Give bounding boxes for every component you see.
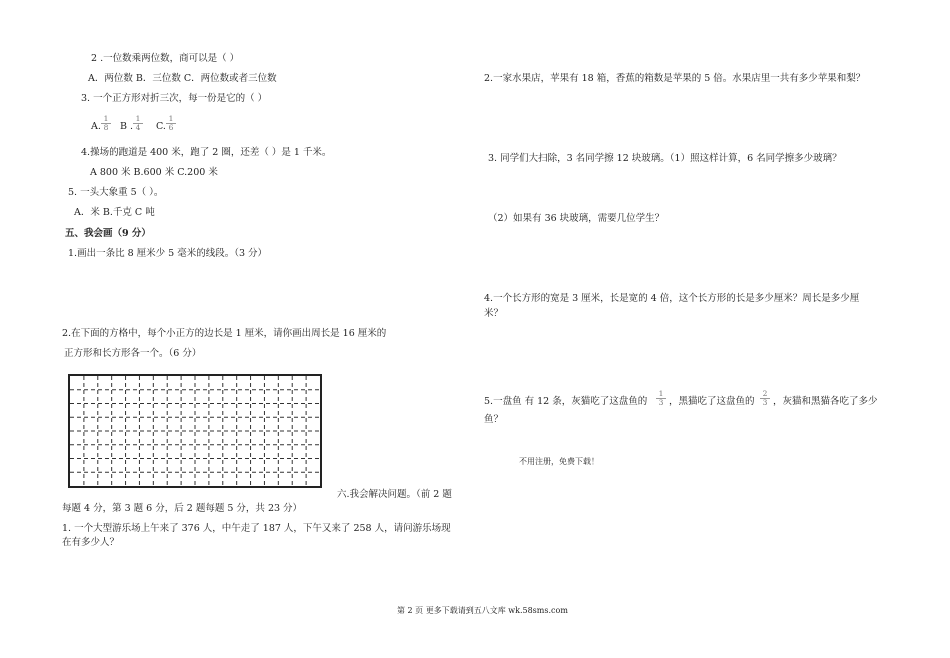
q3-option-b: B . (120, 121, 134, 132)
page-footer: 第 2 页 更多下载请到五八文库 wk.58sms.com (397, 606, 568, 615)
grid-lines (70, 376, 320, 486)
section6-title-line2: 每题 4 分，第 3 题 6 分，后 2 题每题 5 分，共 23 分） (62, 503, 303, 514)
fraction-one-sixth: $\frac{1}{6}$ (166, 115, 176, 132)
draw-task-2-line2: 正方形和长方形各一个。（6 分） (64, 348, 202, 359)
draw-task-2-line1: 2.在下面的方格中，每个小正方的边长是 1 厘米，请你画出周长是 16 厘米的 (62, 328, 387, 339)
problem1-line2: 在有多少人？ (62, 537, 120, 548)
fraction-two-thirds: $\frac{2}{3}$ (760, 390, 770, 407)
problem2: 2.一家水果店，苹果有 18 箱，香蕉的箱数是苹果的 5 倍。水果店里一共有多少苹果和梨？ (484, 73, 866, 84)
drawing-grid[interactable] (68, 374, 322, 488)
fraction-one-third: $\frac{1}{3}$ (656, 390, 666, 407)
q3-option-a: A. (91, 121, 101, 132)
q3-stem: 3. 一个正方形对折三次，每一份是它的（ ） (81, 93, 268, 104)
q5-options: A．米 B.千克 C 吨 (74, 207, 155, 218)
problem5-line2: 鱼？ (484, 414, 504, 425)
problem3-part2: （2）如果有 36 块玻璃，需要几位学生？ (488, 213, 665, 224)
fraction-one-eighth: $\frac{1}{8}$ (101, 115, 111, 132)
problem5-part-a: 5.一盘鱼 有 12 条，灰猫吃了这盘鱼的 (484, 396, 648, 407)
fraction-one-fourth: $\frac{1}{4}$ (133, 115, 143, 132)
problem3: 3. 同学们大扫除，3 名同学擦 12 块玻璃。（1）照这样计算，6 名同学擦多少玻璃？ (488, 153, 842, 164)
q2-options: A．两位数 B．三位数 C．两位数或者三位数 (88, 73, 277, 84)
draw-task-1: 1.画出一条比 8 厘米少 5 毫米的线段。（3 分） (68, 248, 268, 259)
q3-option-c: C. (156, 121, 166, 132)
free-download-note: 不用注册，免费下载！ (519, 457, 599, 466)
section5-title: 五、我会画（9 分） (65, 228, 151, 239)
q4-stem: 4.操场的跑道是 400 米，跑了 2 圈，还差（ ）是 1 千米。 (81, 147, 332, 158)
problem5-part-b: ，黑猫吃了这盘鱼的 (669, 396, 755, 407)
q2-stem: 2 .一位数乘两位数，商可以是（ ） (91, 53, 240, 64)
q4-options: A 800 米 B.600 米 C.200 米 (90, 167, 218, 178)
problem4-line1: 4.一个长方形的宽是 3 厘米，长是宽的 4 倍，这个长方形的长是多少厘米？周长是多少厘 (484, 293, 860, 304)
section6-title-line1: 六.我会解决问题。（前 2 题 (337, 489, 452, 500)
problem4-line2: 米？ (484, 308, 504, 319)
problem5-part-c: ，灰猫和黑猫各吃了多少 (773, 396, 878, 407)
q5-stem: 5. 一头大象重 5（ ）。 (68, 187, 164, 198)
problem1-line1: 1. 一个大型游乐场上午来了 376 人，中午走了 187 人，下午又来了 258 人，请问游乐场现 (62, 523, 451, 534)
